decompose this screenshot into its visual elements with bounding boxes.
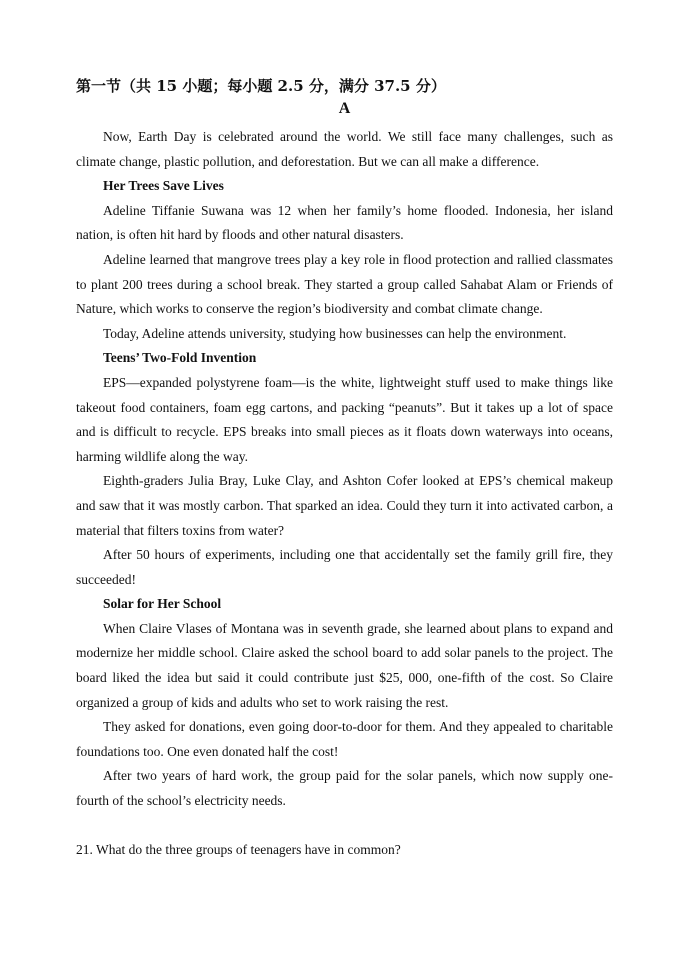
document-page (76, 74, 613, 863)
paragraph: EPS—expanded polystyrene foam—is the white, lightweight stuff used to make things like takeout food containers, foam egg cartons, and packing “peanuts”. But it takes up a lot of space and is difficult to recycle. EPS breaks into small pieces as it floats down waterways into oceans, harming wildlife along the way. (76, 374, 613, 464)
passage-letter: A (338, 100, 351, 117)
paragraph: After two years of hard work, the group paid for the solar panels, which now supply one-fourth of the school’s electricity needs. (76, 768, 613, 809)
paragraph: They asked for donations, even going door-to-door for them. And they appealed to charitable foundations too. One even donated half the cost! (76, 719, 613, 759)
subheading-her-trees-save-lives: Her Trees Save Lives (103, 178, 224, 194)
paragraph: Adeline Tiffanie Suwana was 12 when her family’s home flooded. Indonesia, her island nation, is often hit hard by floods and other natural disasters. (76, 202, 613, 243)
section-title: 第一节（共 15 小题；每小题 2.5 分，满分 37.5 分） (76, 77, 446, 95)
paragraph: When Claire Vlases of Montana was in seventh grade, she learned about plans to expand and modernize her middle school. Claire asked the school board to add solar panels to the project. The board liked the idea but said it could contribute just $25, 000, one-fifth of the cost. So Claire organized a group of kids and adults who set to work raising the rest. (76, 620, 613, 710)
subheading-solar-for-her-school: Solar for Her School (103, 596, 222, 612)
paragraph: Today, Adeline attends university, studying how businesses can help the environment. (103, 325, 567, 341)
intro-paragraph: Now, Earth Day is celebrated around the world. We still face many challenges, such as climate change, plastic pollution, and deforestation. But we can all make a difference. (76, 129, 613, 169)
subheading-teens-two-fold-invention: Teens’ Two-Fold Invention (103, 350, 257, 366)
question-21: 21. What do the three groups of teenagers have in common? (76, 842, 401, 858)
paragraph: Eighth-graders Julia Bray, Luke Clay, and Ashton Cofer looked at EPS’s chemical makeup and saw that it was mostly carbon. That sparked an idea. Could they turn it into activated carbon, a material that filters toxins from water? (76, 473, 613, 538)
paragraph: After 50 hours of experiments, including one that accidentally set the family grill fire, they succeeded! (76, 547, 613, 587)
paragraph: Adeline learned that mangrove trees play a key role in flood protection and rallied classmates to plant 200 trees during a school break. They started a group called Sahabat Alam or Friends of Nature, which works to conserve the region’s biodiversity and combat climate change. (76, 251, 613, 317)
